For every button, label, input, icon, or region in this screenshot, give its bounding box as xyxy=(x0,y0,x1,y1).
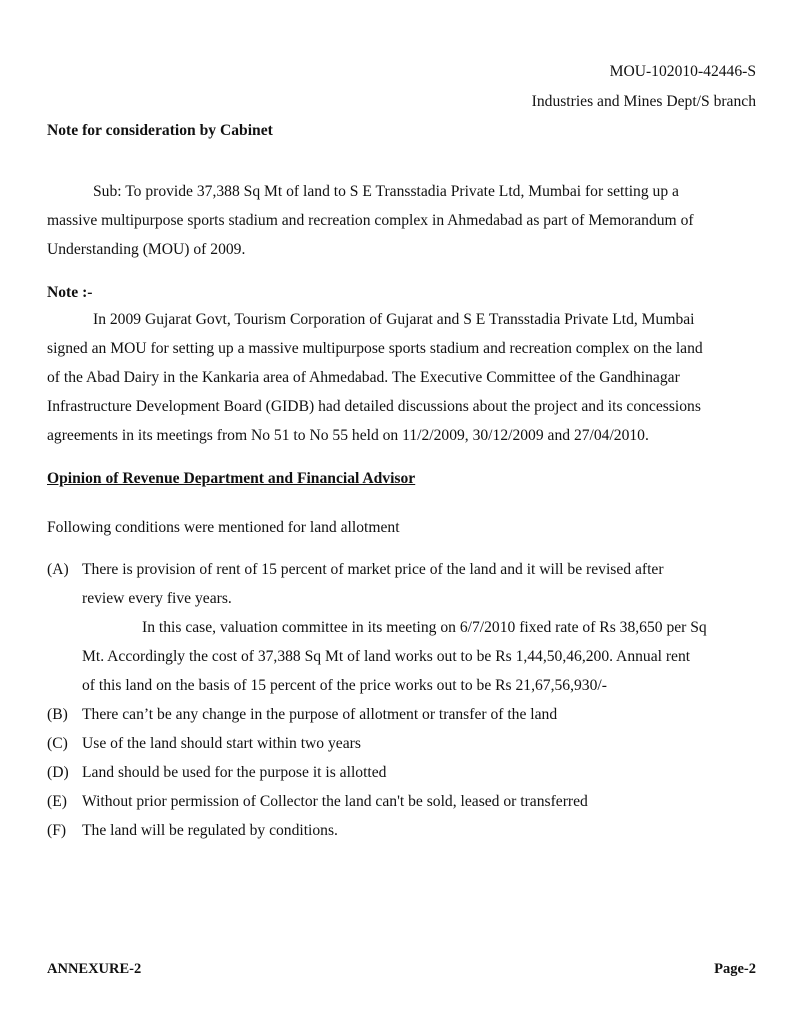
note-line-2: signed an MOU for setting up a massive multipurpose sports stadium and recreation complex on the land xyxy=(47,340,703,357)
department-line: Industries and Mines Dept/S branch xyxy=(531,93,756,110)
subject-line-3: Understanding (MOU) of 2009. xyxy=(47,241,246,258)
condition-a-marker: (A) xyxy=(47,561,69,578)
condition-b-marker: (B) xyxy=(47,706,68,723)
annexure-label: ANNEXURE-2 xyxy=(47,961,142,977)
condition-a-detail-3: of this land on the basis of 15 percent of the price works out to be Rs 21,67,56,930/- xyxy=(82,677,607,694)
condition-b-text: There can’t be any change in the purpose of allotment or transfer of the land xyxy=(82,706,558,723)
conditions-intro: Following conditions were mentioned for land allotment xyxy=(47,519,400,536)
note-line-5: agreements in its meetings from No 51 to No 55 held on 11/2/2009, 30/12/2009 and 27/04/2010. xyxy=(47,427,649,444)
condition-c-text: Use of the land should start within two years xyxy=(82,735,361,752)
condition-e-text: Without prior permission of Collector the land can't be sold, leased or transferred xyxy=(82,793,588,810)
page-number: Page-2 xyxy=(714,961,756,977)
note-line-1: In 2009 Gujarat Govt, Tourism Corporation of Gujarat and S E Transstadia Private Ltd, Mumbai xyxy=(93,311,695,328)
condition-a-detail-1: In this case, valuation committee in its meeting on 6/7/2010 fixed rate of Rs 38,650 per Sq xyxy=(142,619,707,636)
condition-c-marker: (C) xyxy=(47,735,68,752)
subject-line-1: Sub: To provide 37,388 Sq Mt of land to S E Transstadia Private Ltd, Mumbai for setting up a xyxy=(93,183,679,200)
condition-a-line-1: There is provision of rent of 15 percent of market price of the land and it will be revised after xyxy=(82,561,664,578)
subject-line-2: massive multipurpose sports stadium and recreation complex in Ahmedabad as part of Memorandum of xyxy=(47,212,694,229)
note-heading: Note :- xyxy=(47,284,93,301)
note-line-4: Infrastructure Development Board (GIDB) had detailed discussions about the project and its concessions xyxy=(47,398,701,415)
condition-a-detail-2: Mt. Accordingly the cost of 37,388 Sq Mt of land works out to be Rs 1,44,50,46,200. Annual rent xyxy=(82,648,691,665)
condition-a-line-2: review every five years. xyxy=(82,590,232,607)
condition-d-text: Land should be used for the purpose it is allotted xyxy=(82,764,387,781)
condition-d-marker: (D) xyxy=(47,764,69,781)
reference-number: MOU-102010-42446-S xyxy=(609,63,756,80)
note-line-3: of the Abad Dairy in the Kankaria area of Ahmedabad. The Executive Committee of the Gandhinagar xyxy=(47,369,680,386)
condition-f-marker: (F) xyxy=(47,822,67,839)
note-title: Note for consideration by Cabinet xyxy=(47,122,273,139)
condition-f-text: The land will be regulated by conditions. xyxy=(82,822,338,839)
condition-e-marker: (E) xyxy=(47,793,67,810)
opinion-heading: Opinion of Revenue Department and Financial Advisor xyxy=(47,470,416,487)
